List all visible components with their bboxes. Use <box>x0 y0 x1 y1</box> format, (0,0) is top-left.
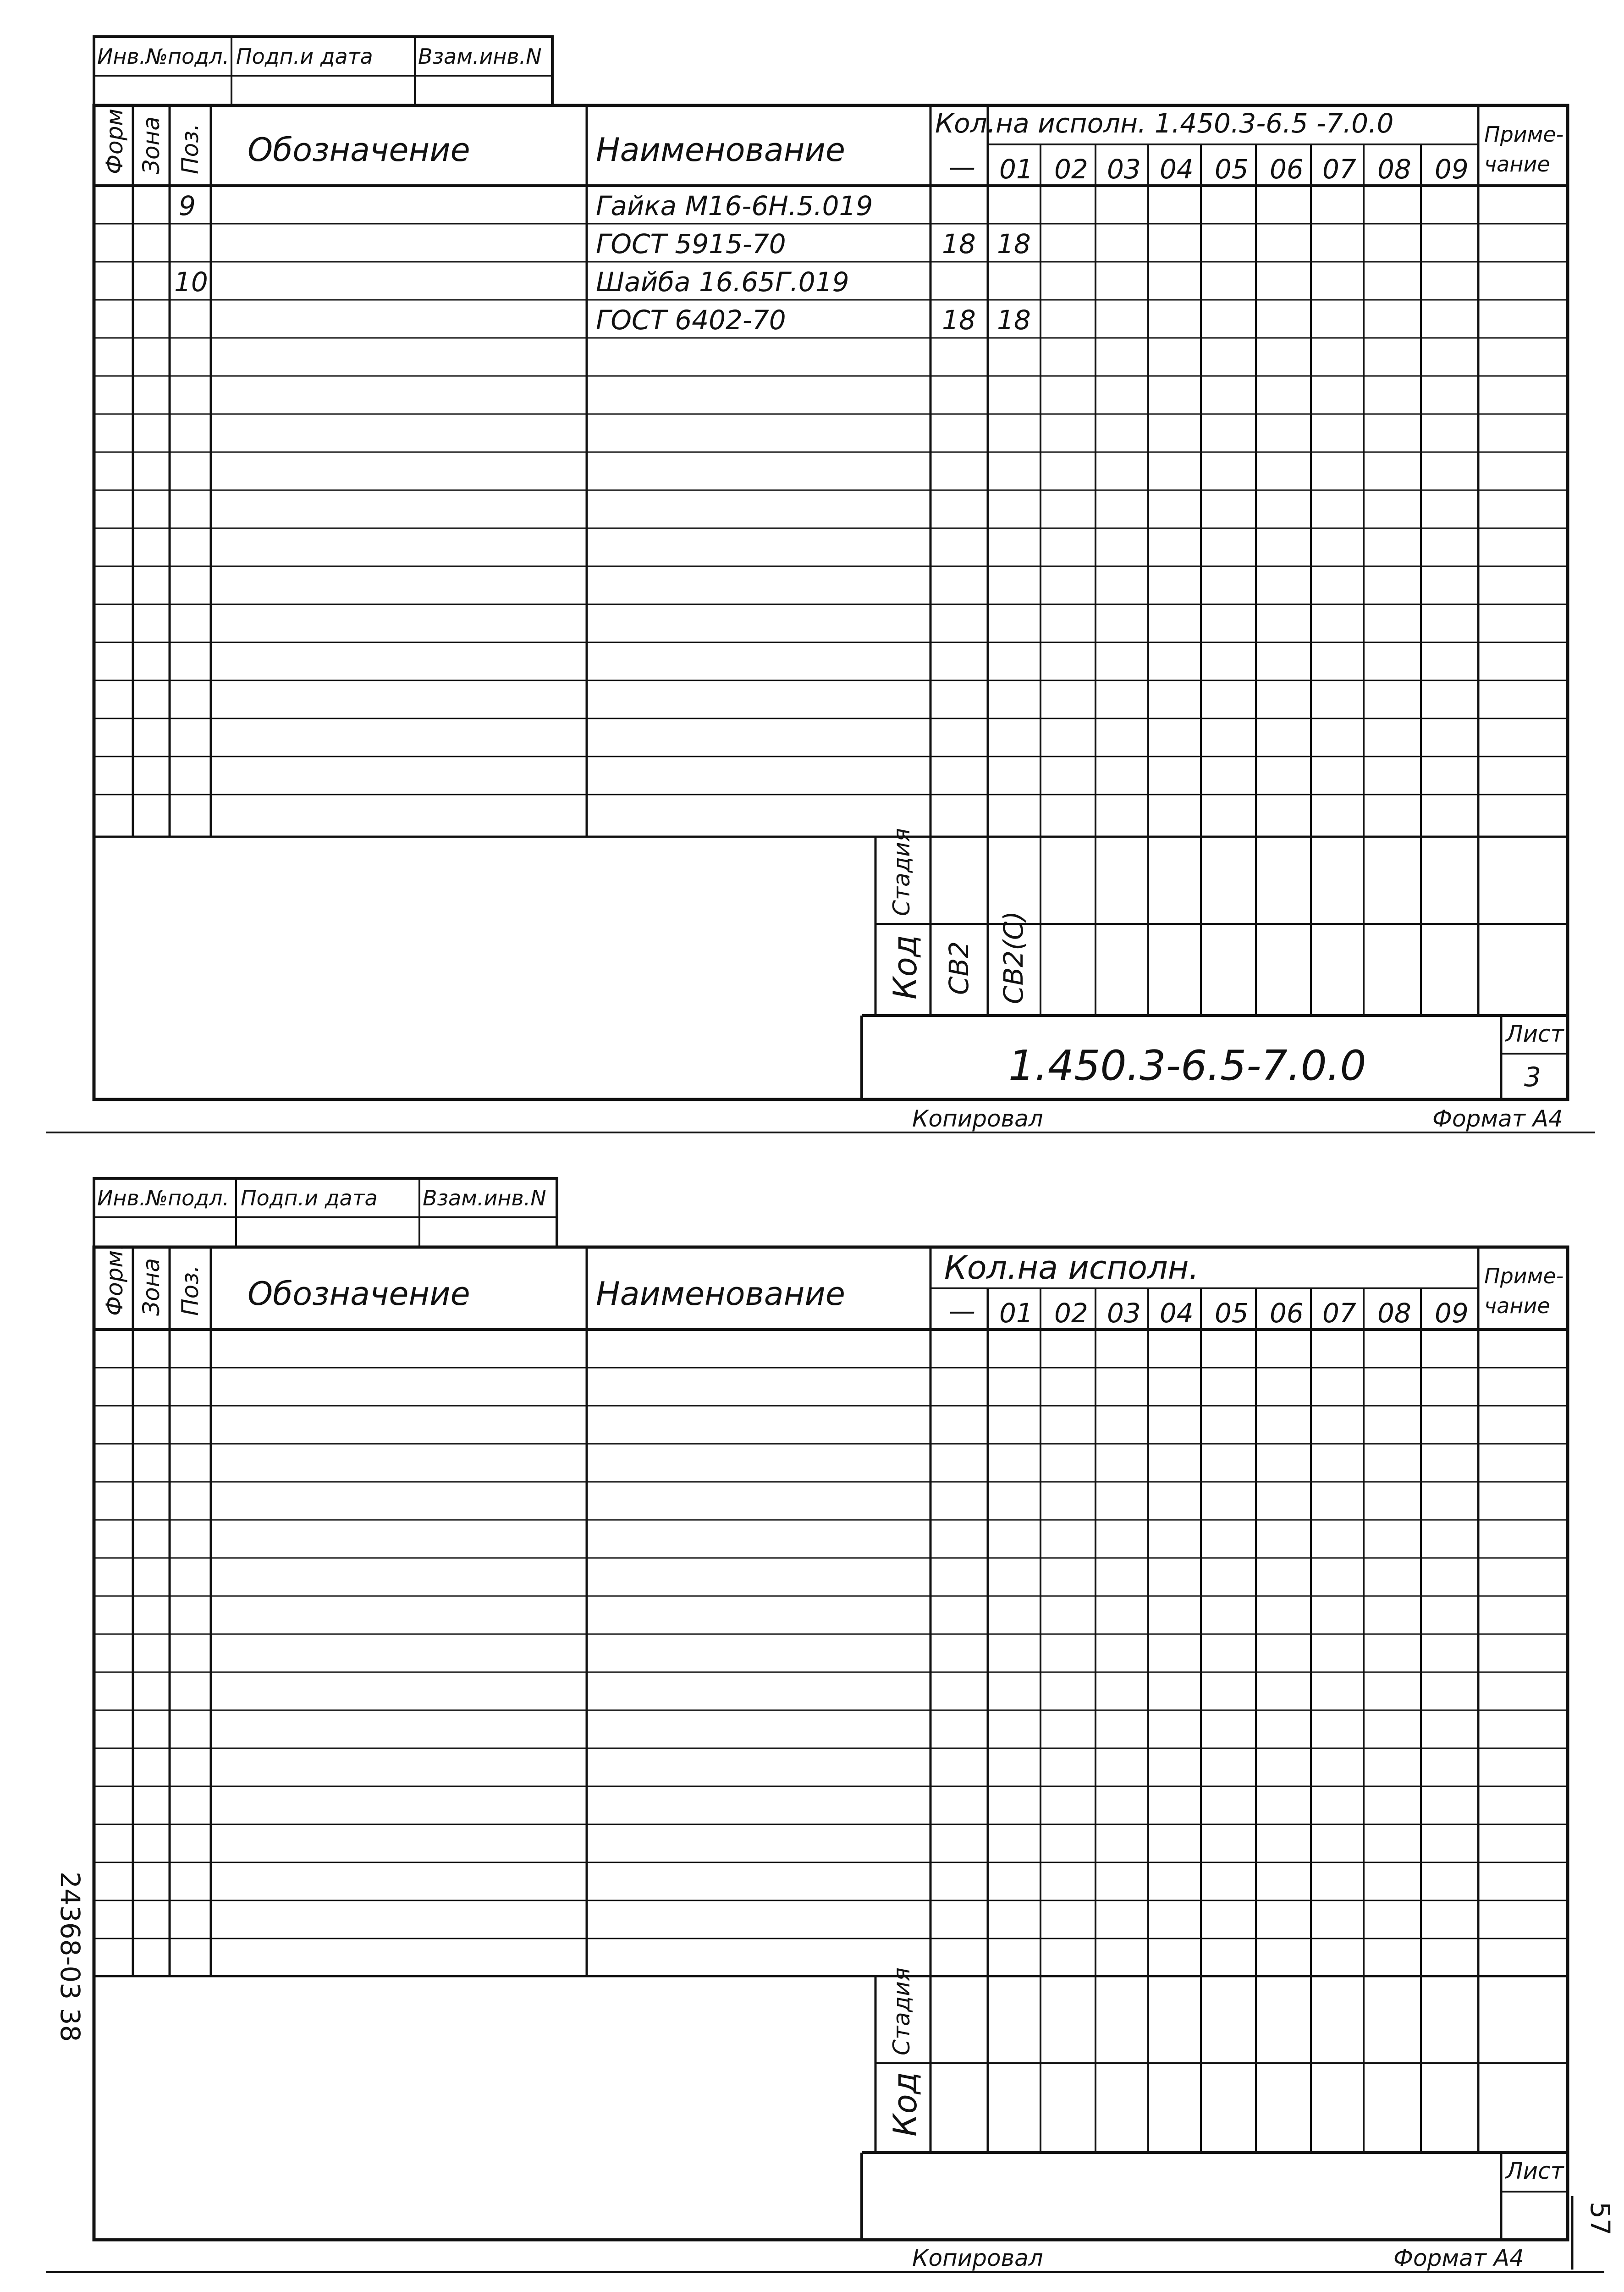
row-2-qty-dash: 18 <box>942 228 976 260</box>
label-kod: Код <box>886 2072 924 2137</box>
footer-format: Формат А4 <box>1432 1105 1563 1132</box>
variant-08: 08 <box>1377 1298 1411 1329</box>
header-poz: Поз. <box>177 1265 204 1316</box>
stamp-inv-podl: Инв.№подл. <box>97 1186 230 1210</box>
stamp-vzam-inv: Взам.инв.N <box>418 44 542 69</box>
header-poz: Поз. <box>177 123 204 174</box>
variant-04: 04 <box>1160 1298 1194 1329</box>
variant-07: 07 <box>1322 154 1356 185</box>
list-number: 3 <box>1524 1061 1541 1093</box>
variant-09: 09 <box>1435 1298 1469 1329</box>
stamp-podp-data: Подп.и дата <box>241 1186 378 1210</box>
variant-08: 08 <box>1377 154 1411 185</box>
variant-05: 05 <box>1215 1298 1249 1329</box>
variant-05: 05 <box>1215 154 1249 185</box>
row-2-name: ГОСТ 5915-70 <box>596 228 786 260</box>
header-dash: — <box>949 1295 975 1326</box>
variant-06: 06 <box>1270 154 1304 185</box>
header-form: Форм. <box>101 101 128 174</box>
header-prim-1: Приме- <box>1484 122 1564 147</box>
row-3-poz: 10 <box>174 266 208 298</box>
label-stadia: Стадия <box>888 1967 915 2055</box>
variant-02: 02 <box>1054 154 1088 185</box>
row-4-qty-dash: 18 <box>942 304 976 336</box>
header-dash: — <box>949 151 975 182</box>
header-zona: Зона <box>138 116 165 174</box>
row-1-name: Гайка М16-6Н.5.019 <box>596 190 873 221</box>
variant-01: 01 <box>999 154 1033 185</box>
designation: 1.450.3-6.5-7.0.0 <box>1008 1042 1366 1090</box>
header-naimenovanie: Наименование <box>596 131 845 169</box>
stamp-inv-podl: Инв.№подл. <box>97 44 230 69</box>
variant-03: 03 <box>1107 1298 1141 1329</box>
row-1-poz: 9 <box>179 190 196 221</box>
variant-02: 02 <box>1054 1298 1088 1329</box>
edge-page-number: 57 <box>1585 2202 1616 2236</box>
list-label: Лист <box>1506 1021 1564 1047</box>
header-form: Форм. <box>101 1243 128 1316</box>
row-3-name: Шайба 16.65Г.019 <box>596 266 849 298</box>
variant-06: 06 <box>1270 1298 1304 1329</box>
variant-04: 04 <box>1160 154 1194 185</box>
variant-01: 01 <box>999 1298 1033 1329</box>
variant-03: 03 <box>1107 154 1141 185</box>
footer-copied: Копировал <box>912 1105 1043 1132</box>
label-stadia: Стадия <box>888 828 915 916</box>
list-label: Лист <box>1506 2158 1564 2184</box>
header-prim-2: чание <box>1484 152 1550 177</box>
header-kol-title: Кол.на исполн. <box>944 1249 1199 1287</box>
side-archive-stamp: 24368-03 38 <box>55 1872 86 2042</box>
kod-dash-value: СВ2 <box>943 941 974 995</box>
header-zona: Зона <box>138 1258 165 1316</box>
header-naimenovanie: Наименование <box>596 1275 845 1313</box>
row-4-qty-01: 18 <box>997 304 1031 336</box>
variant-09: 09 <box>1435 154 1469 185</box>
row-2-qty-01: 18 <box>997 228 1031 260</box>
header-prim-2: чание <box>1484 1293 1550 1318</box>
row-4-name: ГОСТ 6402-70 <box>596 304 786 336</box>
footer-copied: Копировал <box>912 2245 1043 2271</box>
stamp-vzam-inv: Взам.инв.N <box>423 1186 546 1210</box>
label-kod: Код <box>886 935 924 1000</box>
variant-07: 07 <box>1322 1298 1356 1329</box>
header-prim-1: Приме- <box>1484 1264 1564 1288</box>
header-kol-title: Кол.на исполн. 1.450.3-6.5 -7.0.0 <box>935 108 1394 139</box>
footer-format: Формат А4 <box>1393 2245 1524 2271</box>
header-oboznachenie: Обозначение <box>248 1275 470 1313</box>
stamp-podp-data: Подп.и дата <box>236 44 373 69</box>
kod-01-value: СВ2(С) <box>998 911 1029 1004</box>
header-oboznachenie: Обозначение <box>248 131 470 169</box>
